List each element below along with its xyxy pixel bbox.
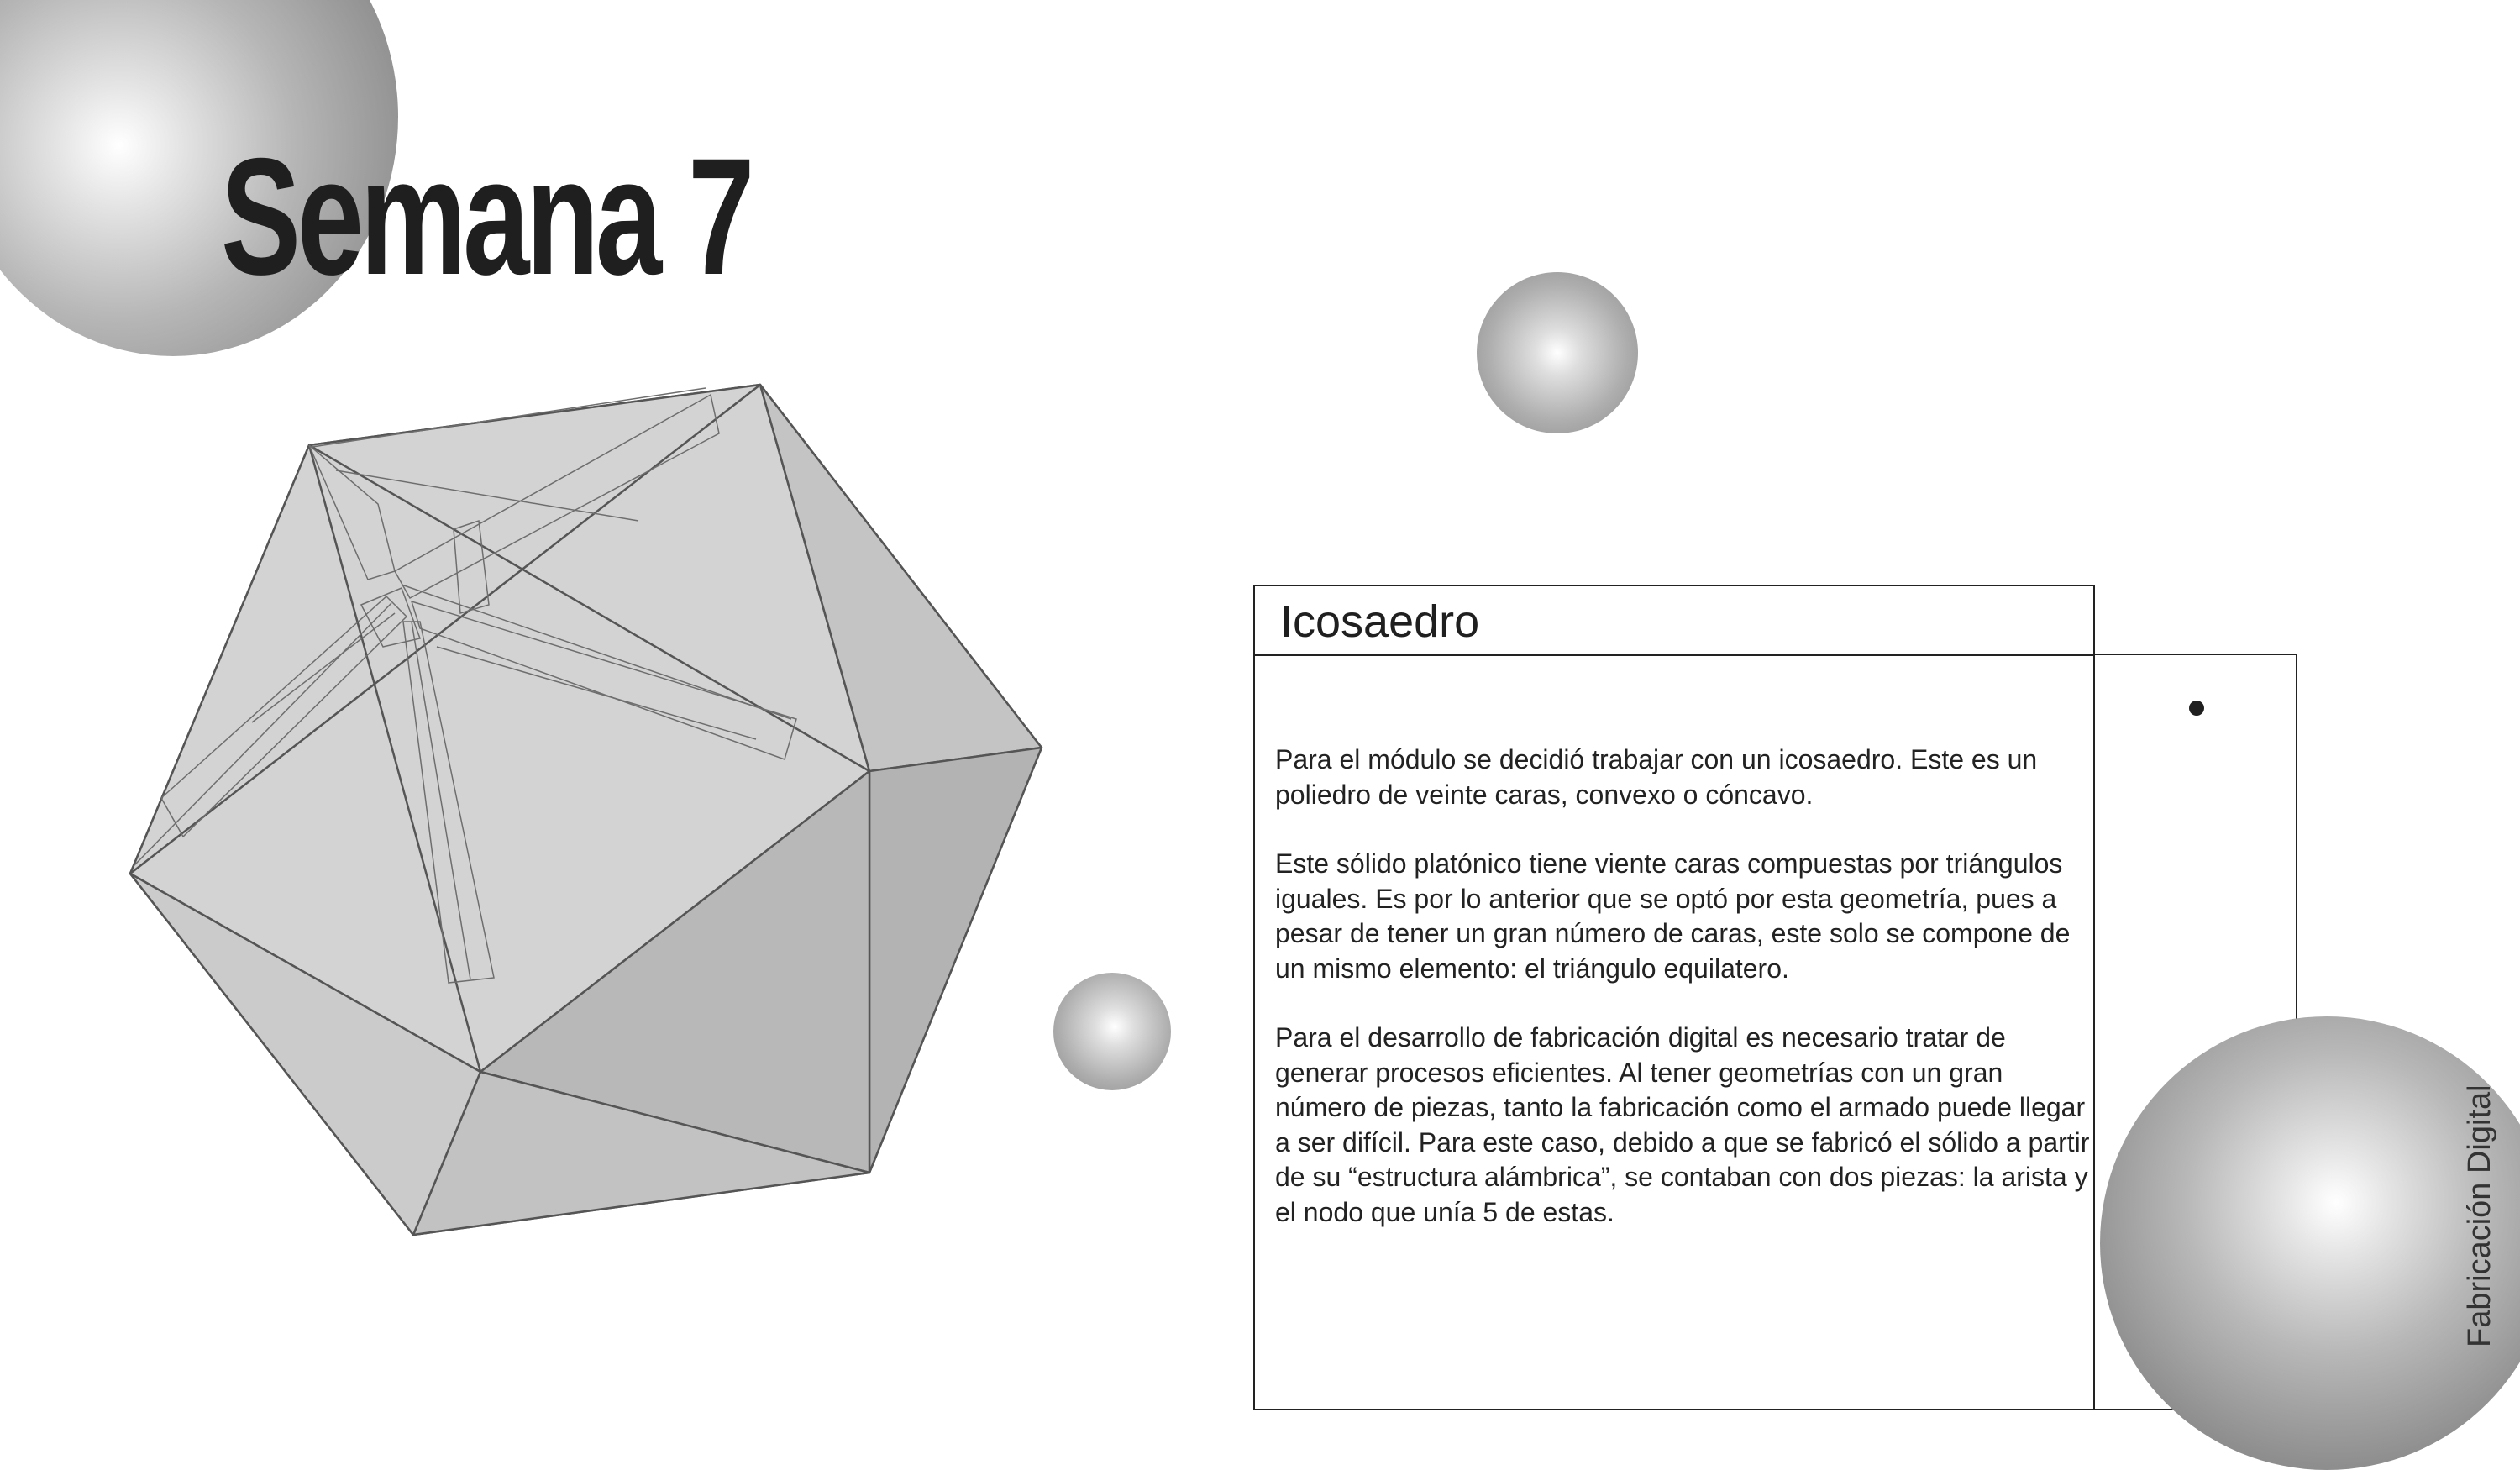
panel-body — [1275, 743, 2093, 1264]
bullet-dot — [2189, 701, 2204, 716]
panel-header-divider — [1253, 654, 2095, 656]
panel-title: Icosaedro — [1280, 596, 1480, 647]
page-title: Semana 7 — [221, 123, 752, 309]
paragraph-intro: Para el módulo se decidió trabajar con un icosaedro. Este es un poliedro de veinte caras, convexo o cóncavo. — [1275, 744, 2038, 810]
paragraph-geometry: Este sólido platónico tiene viente caras compuestas por triángulos iguales. Es por lo anterior que se optó por esta geometría, pues a pesar de tener un gran número de caras, este solo se compone de un mismo elemento: el triángulo equilatero. — [1275, 848, 2071, 984]
icosahedron-model-icon — [0, 0, 1092, 1260]
decorative-sphere-medium — [1477, 272, 1638, 433]
paragraph-fabrication: Para el desarrollo de fabricación digital es necesario tratar de generar procesos eficientes. Al tener geometrías con un gran número de piezas, tanto la fabricación como el armado puede llegar a ser difícil. Para este caso, debido a que se fabricó el sólido a partir de su “estructura alámbrica”, se contaban con dos piezas: la arista y el nodo que unía 5 de estas. — [1275, 1022, 2090, 1227]
side-label: Fabricación Digital — [2462, 1084, 2497, 1347]
